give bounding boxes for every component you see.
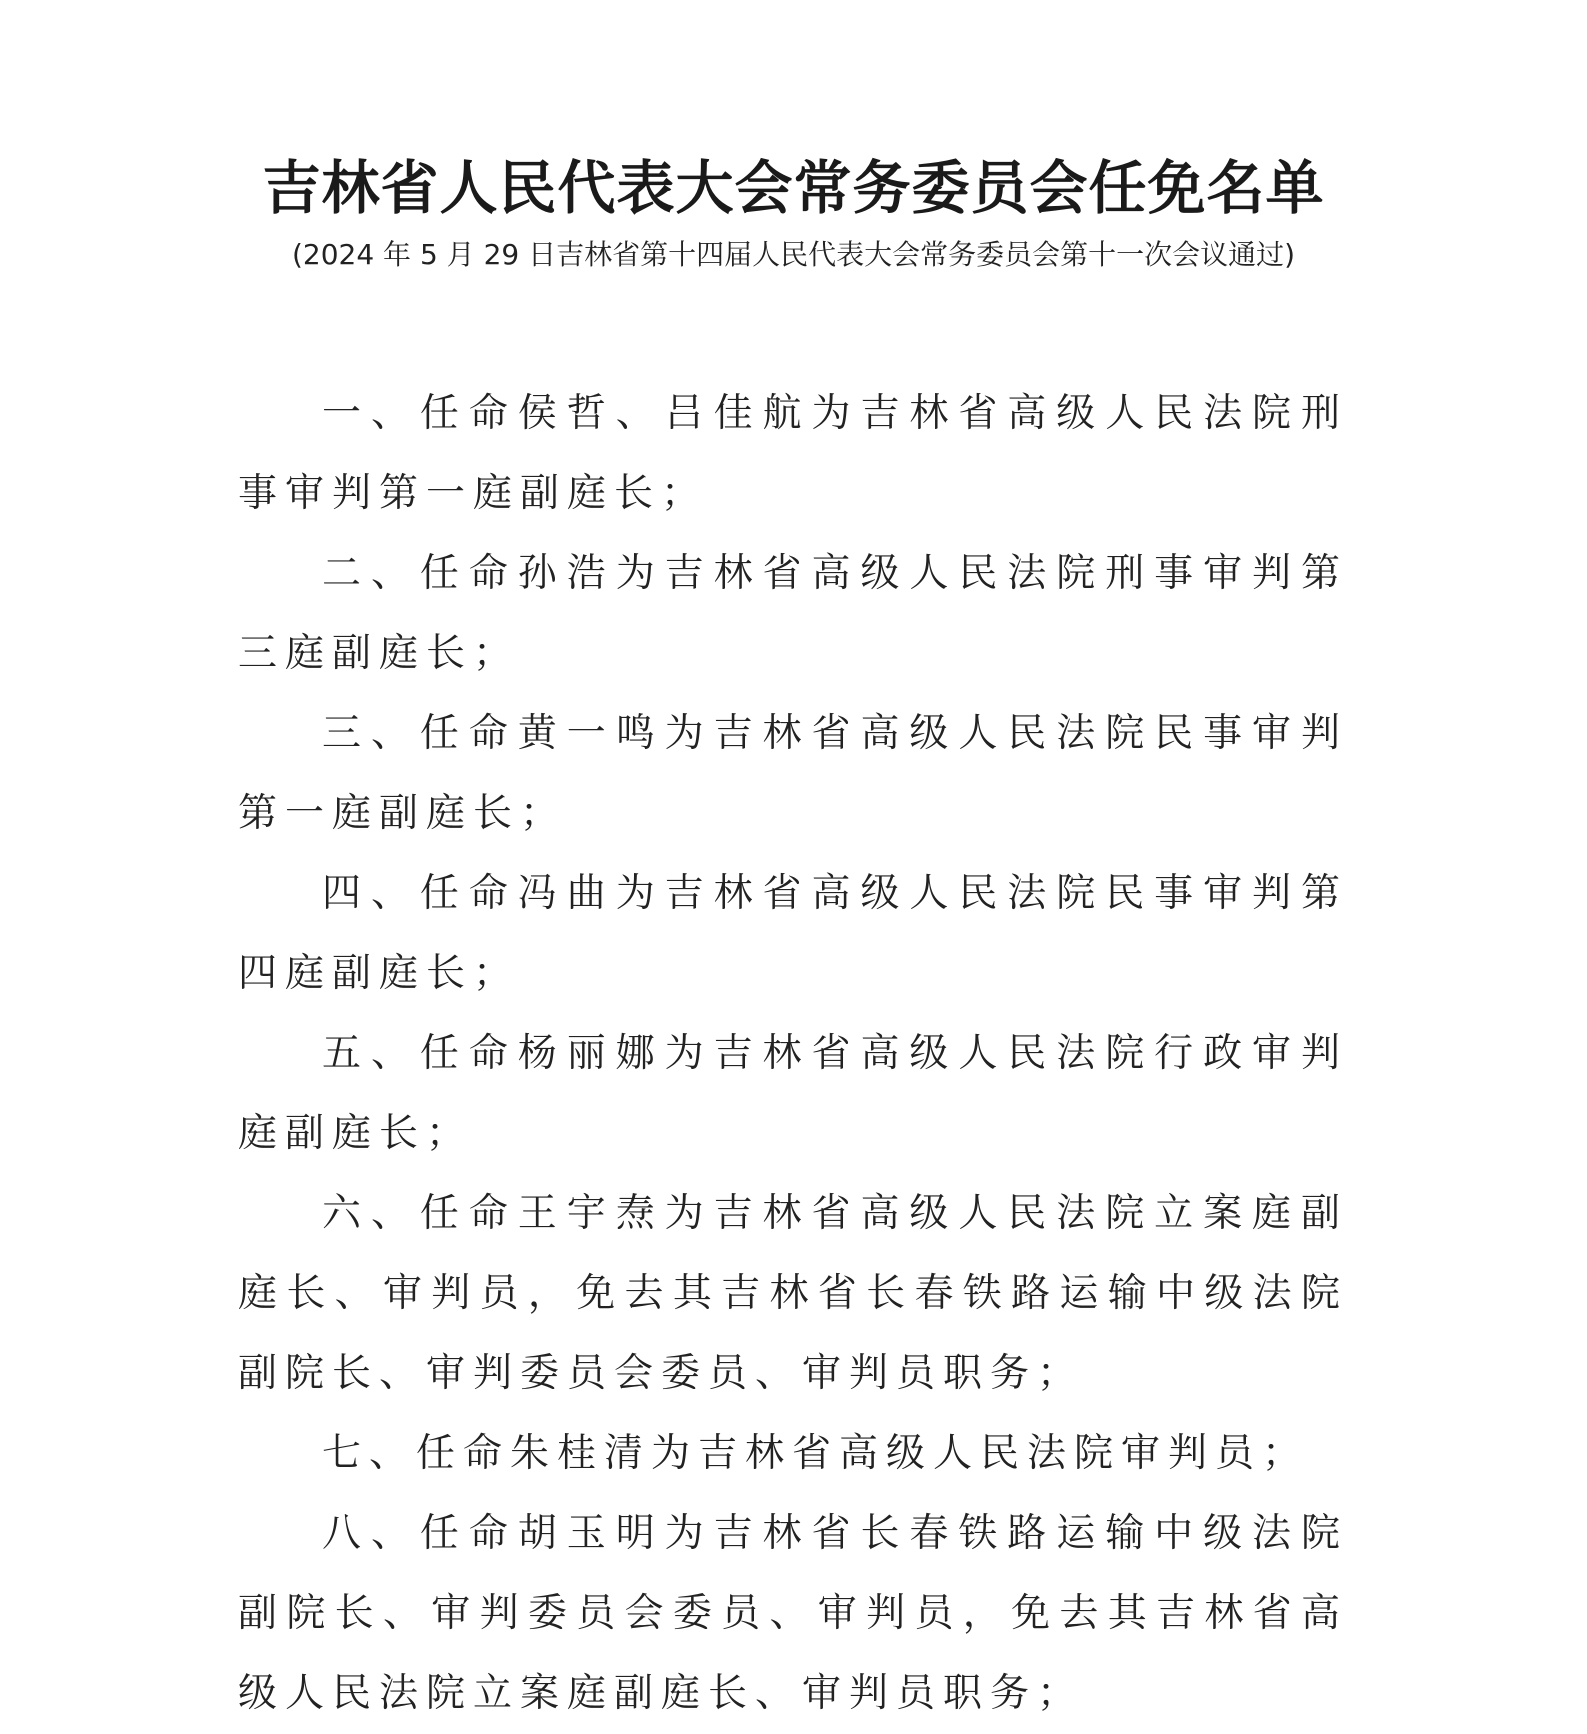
appointment-item-6: 六、任命王宇焘为吉林省高级人民法院立案庭副庭长、审判员，免去其吉林省长春铁路运输中级法院副院长、审判委员会委员、审判员职务； bbox=[238, 1191, 1348, 1396]
appointment-item-2: 二、任命孙浩为吉林省高级人民法院刑事审判第三庭副庭长； bbox=[238, 551, 1348, 676]
appointment-item-4: 四、任命冯曲为吉林省高级人民法院民事审判第四庭副庭长； bbox=[238, 871, 1348, 996]
appointment-item-3: 三、任命黄一鸣为吉林省高级人民法院民事审判第一庭副庭长； bbox=[238, 711, 1348, 836]
appointment-item-5: 五、任命杨丽娜为吉林省高级人民法院行政审判庭副庭长； bbox=[238, 1031, 1348, 1156]
document-title: 吉林省人民代表大会常务委员会任免名单 bbox=[262, 154, 1325, 222]
document-subtitle: (2024 年 5 月 29 日吉林省第十四届人民代表大会常务委员会第十一次会议通过) bbox=[291, 238, 1296, 271]
appointment-item-8: 八、任命胡玉明为吉林省长春铁路运输中级法院副院长、审判委员会委员、审判员，免去其吉林省高级人民法院立案庭副庭长、审判员职务； bbox=[238, 1511, 1348, 1716]
appointment-item-7: 七、任命朱桂清为吉林省高级人民法院审判员； bbox=[322, 1431, 1310, 1476]
document-body bbox=[238, 374, 1348, 1734]
appointment-item-1: 一、任命侯哲、吕佳航为吉林省高级人民法院刑事审判第一庭副庭长； bbox=[238, 391, 1348, 516]
